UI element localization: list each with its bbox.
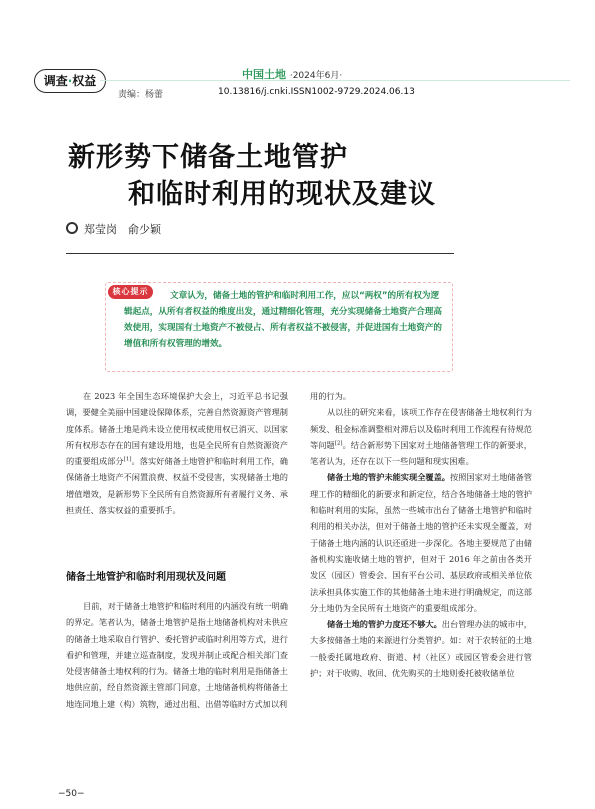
column-tag-part2: 权益 (72, 74, 97, 88)
editor-credit: 责编：杨蕾 (118, 90, 164, 100)
paragraph (66, 388, 288, 518)
article-title-line2: 和临时利用的现状及建议 (128, 179, 436, 210)
paragraph-lead: 储备土地的管护力度还不够大。 (327, 619, 442, 630)
paragraph (310, 616, 532, 681)
paragraph (310, 469, 532, 616)
journal-name: 中国土地 (242, 68, 286, 81)
article-title-line1: 新形势下储备土地管护 (68, 142, 348, 173)
paragraph-text: 在 2023 年全国生态环境保护大会上，习近平总书记强调，要健全美丽中国建设保障体系，完善自然资源资产管理制度体系。储备土地是尚未设立使用权或使用权已消灭、以国家所有权形态存在的国有建设用地，也是全民所有自然资源资产的重要组成部分 (66, 391, 288, 467)
paragraph: 用的行为。 (310, 391, 351, 401)
paragraph-text: 。结合新形势下国家对土地储备管理工作的新要求，笔者认为，还存在以下一些问题和现实困难。 (310, 439, 532, 467)
doi[interactable]: 10.13816/j.cnki.ISSN1002-9729.2024.06.13 (218, 87, 415, 97)
citation: [1] (123, 456, 132, 463)
paragraph-text: 。落实好储备土地管护和临时利用工作，确保储备土地资产不闲置浪费、权益不受侵害，实现储备土地的增值增效，是新形势下全民所有自然资源所有者履行义务、承担责任、落实权益的重要抓手。 (66, 456, 288, 516)
left-column-section (66, 598, 288, 712)
section-heading: 储备土地管护和临时利用现状及问题 (66, 572, 226, 583)
journal-header (242, 66, 342, 82)
column-tag-dot: · (67, 74, 73, 88)
left-column-intro (66, 388, 288, 518)
summary-badge: 核心提示 (108, 285, 153, 299)
paragraph-text: 按照国家对土地储备管理工作的精细化的新要求和新定位，结合各地储备土地的管护和临时利用的实际，虽然一些城市出台了储备土地管护和临时利用的相关办法，但对于储备土地的管护还未实现全覆盖，对于储备土地内涵的认识还亟进一步深化。各地主要规范了由储备机构实施收储土地的管护，但对于 2016 年之前由各类开发区（园区）管委会、国有平台公司、基层政府或相关单位依法承担具体实施工作的其他储备土地未进行明确规定，而这部分土地仍为全民所有土地资产的重要组成部分。 (310, 472, 532, 613)
paragraph-text: 出台管理办法的城市中，大多按储备土地的来源进行分类管护。如：对于农转征的土地一般委托属地政府、街道、村（社区）或园区管委会进行管护；对于收购、收回、优先购买的土地则委托被收储单位 (310, 619, 532, 679)
citation: [2] (334, 440, 343, 447)
column-tag-part1: 调查 (43, 74, 68, 88)
paragraph-text: 从以往的研究来看，该项工作存在侵害储备土地权利行为频发、租金标准调整相对滞后以及临时利用工作流程有待规范等问题 (310, 407, 532, 450)
page-number: −50− (58, 789, 85, 799)
author-names: 郑莹岗 俞少颖 (84, 223, 161, 236)
author-divider (66, 253, 454, 254)
author-bullet-icon (66, 222, 78, 234)
paragraph: 目前，对于储备土地管护和临时利用的内涵没有统一明确的界定。笔者认为，储备土地管护是指土地储备机构对未供应的储备土地采取自行管护、委托管护或临时利用等方式，进行看护和管理，并建立巡查制度，发现并制止或配合相关部门查处侵害储备土地权利的行为。储备土地的临时利用是指储备土地供应前，经自然资源主管部门同意，土地储备机构将储备土地连同地上建（构）筑物，通过出租、出借等临时方式加以利 (66, 601, 288, 709)
paragraph-lead: 储备土地的管护未能实现全覆盖。 (327, 472, 450, 483)
paragraph (310, 404, 532, 469)
journal-issue: ·2024年6月· (289, 71, 343, 81)
authors (66, 221, 161, 237)
column-tag (34, 69, 106, 93)
summary-text: 文章认为，储备土地的管护和临时利用工作，应以“两权”的所有权为逻辑起点，从所有者权益的维度出发，通过精细化管理，充分实现储备土地资产合理高效使用，实现国有土地资产不被侵占、所有者权益不被侵害，并促进国有土地资产的增值和所有权管理的增效。 (124, 291, 442, 349)
right-column (310, 388, 532, 681)
